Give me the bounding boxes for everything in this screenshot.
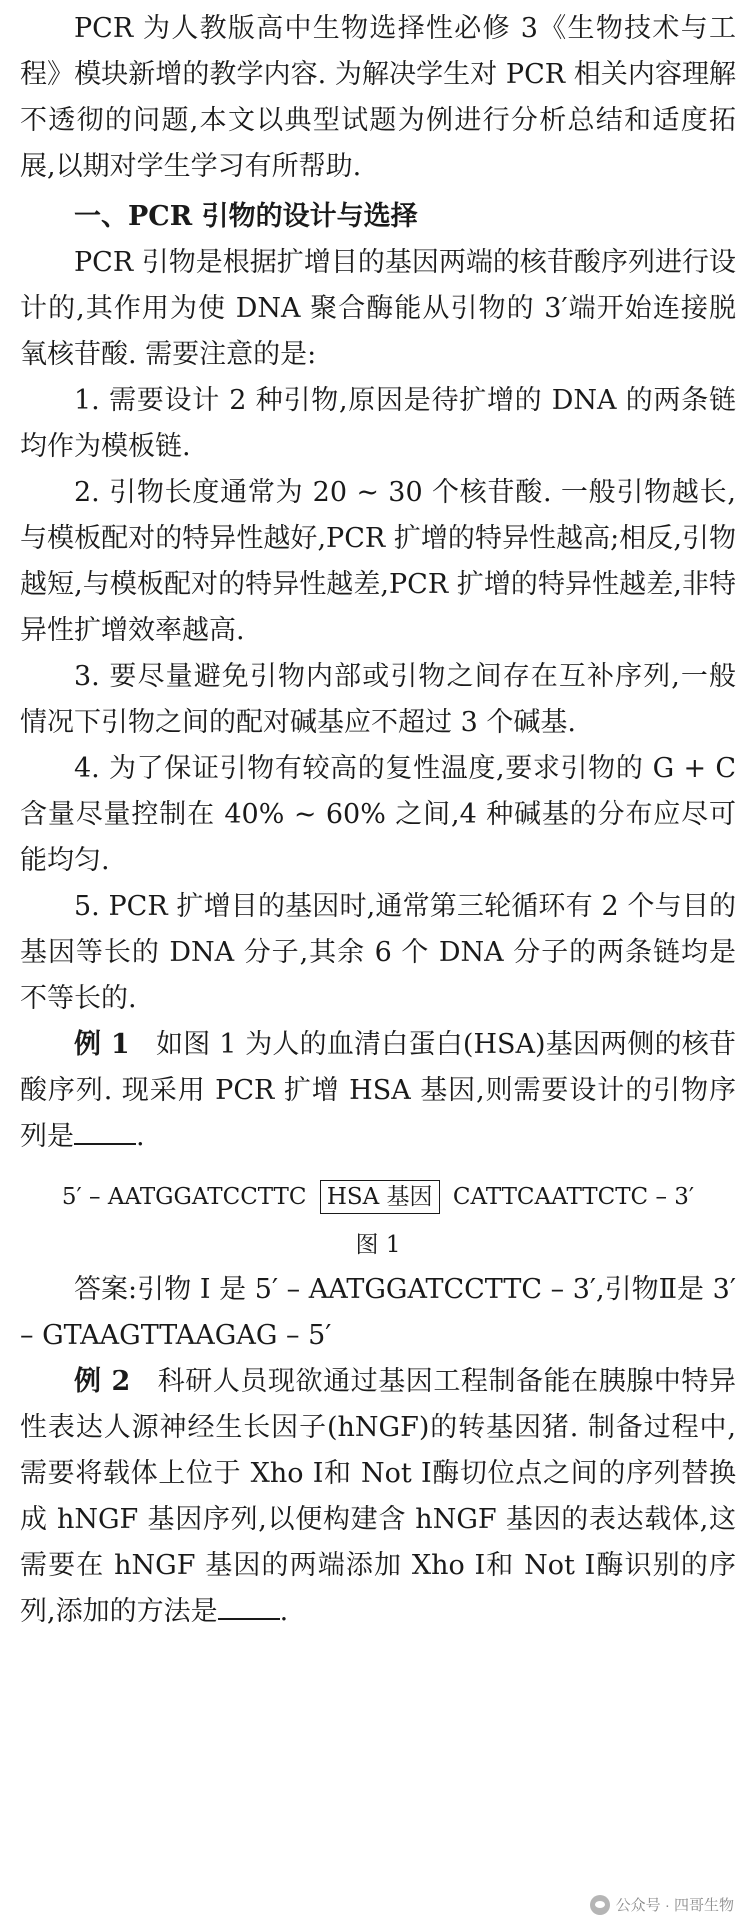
- example-text: 如图 1 为人的血清白蛋白(HSA)基因两侧的核苷酸序列. 现采用 PCR 扩增 HSA 基因,则需要设计的引物序列是: [20, 1029, 737, 1152]
- answer-blank: [218, 1594, 280, 1620]
- sequence-figure: [20, 1180, 736, 1214]
- article-body: [20, 6, 736, 1635]
- answer-paragraph: 答案:引物 Ⅰ 是 5′ – AATGGATCCTTC – 3′,引物Ⅱ是 3′ – GTAAGTTAAGAG – 5′: [20, 1274, 736, 1351]
- answer-blank: [74, 1119, 136, 1145]
- intro-paragraph: PCR 为人教版高中生物选择性必修 3《生物技术与工程》模块新增的教学内容. 为解决学生对 PCR 相关内容理解不透彻的问题,本文以典型试题为例进行分析总结和适度拓展,以期对学生学习有所帮助.: [20, 13, 736, 182]
- sequence-right: CATTCAATTCTC – 3′: [452, 1184, 695, 1210]
- example-2: 例 2 科研人员现欲通过基因工程制备能在胰腺中特异性表达人源神经生长因子(hNGF)的转基因猪. 制备过程中,需要将载体上位于 Xho Ⅰ和 Not Ⅰ酶切位点之间的序列替换成 hNGF 基因序列,以便构建含 hNGF 基因的表达载体,这需要在 hNGF 基因的两端添加 Xho Ⅰ和 Not Ⅰ酶识别的序列,添加的方法是 .: [20, 1366, 736, 1627]
- watermark-text: 公众号 · 四哥生物: [615, 1897, 734, 1914]
- primer-paragraph: PCR 引物是根据扩增目的基因两端的核苷酸序列进行设计的,其作用为使 DNA 聚合酶能从引物的 3′端开始连接脱氧核苷酸. 需要注意的是:: [20, 247, 736, 370]
- gene-box: HSA 基因: [320, 1180, 440, 1214]
- section-heading: 一、PCR 引物的设计与选择: [74, 201, 418, 232]
- example-1: 例 1 如图 1 为人的血清白蛋白(HSA)基因两侧的核苷酸序列. 现采用 PCR 扩增 HSA 基因,则需要设计的引物序列是 .: [20, 1029, 737, 1152]
- list-item: 2. 引物长度通常为 20 ~ 30 个核苷酸. 一般引物越长,与模板配对的特异性越好,PCR 扩增的特异性越高;相反,引物越短,与模板配对的特异性越差,PCR 扩增的特异性越差,非特异性扩增效率越高.: [20, 477, 736, 646]
- wechat-icon: [590, 1895, 610, 1915]
- list-item: 3. 要尽量避免引物内部或引物之间存在互补序列,一般情况下引物之间的配对碱基应不超过 3 个碱基.: [20, 661, 736, 738]
- figure-caption: 图 1: [355, 1232, 401, 1258]
- watermark: [590, 1894, 734, 1915]
- sequence-left: 5′ – AATGGATCCTTC: [61, 1184, 307, 1210]
- example-label: 例 2: [74, 1366, 131, 1397]
- list-item: 4. 为了保证引物有较高的复性温度,要求引物的 G + C 含量尽量控制在 40% ~ 60% 之间,4 种碱基的分布应尽可能均匀.: [20, 753, 736, 876]
- example-text: 科研人员现欲通过基因工程制备能在胰腺中特异性表达人源神经生长因子(hNGF)的转基因猪. 制备过程中,需要将载体上位于 Xho Ⅰ和 Not Ⅰ酶切位点之间的序列替换成 hNGF 基因序列,以便构建含 hNGF 基因的表达载体,这需要在 hNGF 基因的两端添加 Xho Ⅰ和 Not Ⅰ酶识别的序列,添加的方法是: [20, 1366, 736, 1627]
- list-item: 5. PCR 扩增目的基因时,通常第三轮循环有 2 个与目的基因等长的 DNA 分子,其余 6 个 DNA 分子的两条链均是不等长的.: [20, 891, 736, 1014]
- example-label: 例 1: [74, 1029, 130, 1060]
- list-item: 1. 需要设计 2 种引物,原因是待扩增的 DNA 的两条链均作为模板链.: [20, 385, 736, 462]
